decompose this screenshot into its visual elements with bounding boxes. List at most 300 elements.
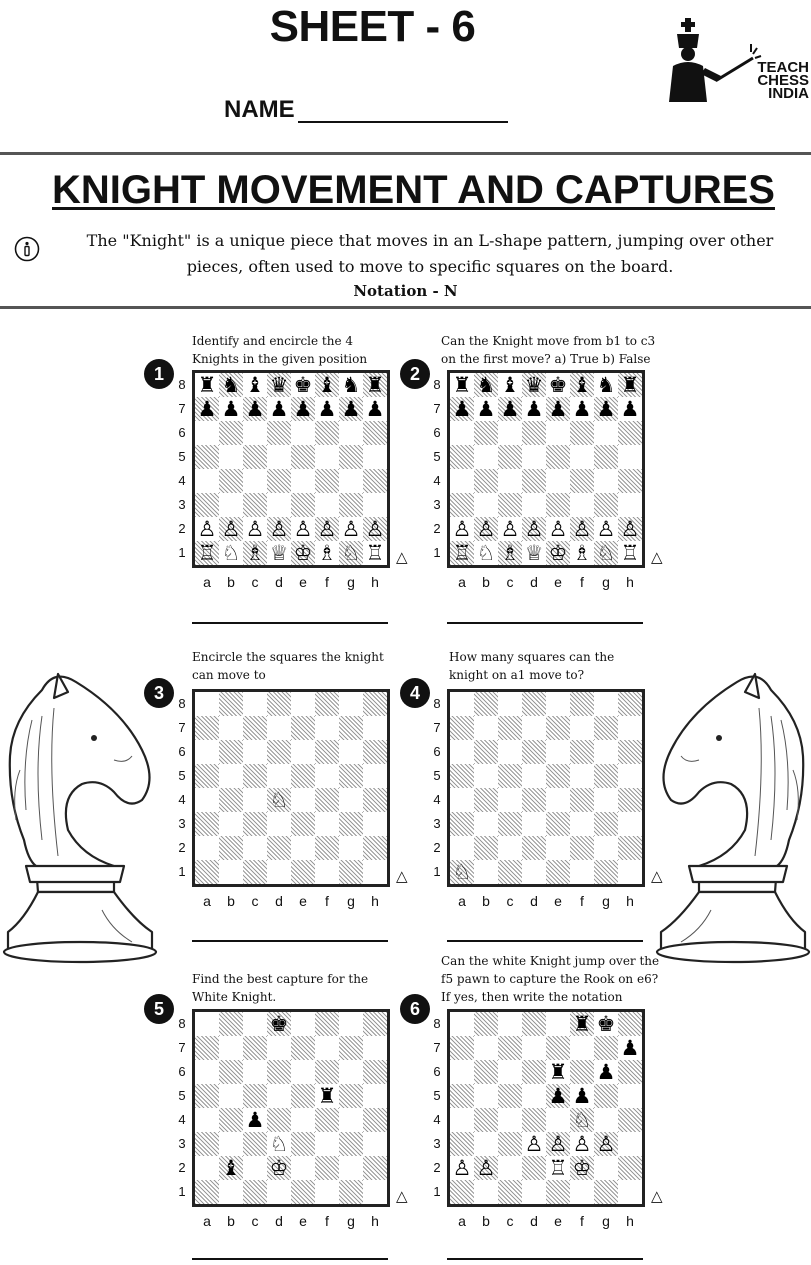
square-f7[interactable] bbox=[315, 716, 339, 740]
square-h2[interactable] bbox=[363, 836, 387, 860]
piece-h8[interactable]: ♜ bbox=[365, 373, 385, 397]
square-c7[interactable] bbox=[498, 1036, 522, 1060]
square-d2[interactable] bbox=[522, 836, 546, 860]
piece-c7[interactable]: ♟ bbox=[245, 397, 265, 421]
answer-line-4[interactable] bbox=[447, 940, 643, 942]
square-h8[interactable] bbox=[618, 692, 642, 716]
square-e1[interactable] bbox=[291, 860, 315, 884]
piece-d2[interactable]: ♙ bbox=[269, 517, 289, 541]
square-f5[interactable] bbox=[315, 764, 339, 788]
piece-e1[interactable]: ♔ bbox=[293, 541, 313, 565]
square-e5[interactable] bbox=[291, 764, 315, 788]
piece-g2[interactable]: ♙ bbox=[596, 517, 616, 541]
square-g2[interactable] bbox=[594, 836, 618, 860]
square-f5[interactable] bbox=[315, 445, 339, 469]
square-b1[interactable] bbox=[474, 1180, 498, 1204]
square-d3[interactable] bbox=[267, 493, 291, 517]
square-h5[interactable] bbox=[618, 764, 642, 788]
square-b6[interactable] bbox=[219, 740, 243, 764]
square-a4[interactable] bbox=[450, 469, 474, 493]
square-c3[interactable] bbox=[243, 812, 267, 836]
square-e4[interactable] bbox=[546, 1108, 570, 1132]
chess-board-6[interactable] bbox=[447, 1009, 645, 1207]
square-a2[interactable] bbox=[450, 836, 474, 860]
square-c3[interactable] bbox=[243, 493, 267, 517]
piece-a1[interactable]: ♘ bbox=[452, 860, 472, 884]
square-c1[interactable] bbox=[498, 1180, 522, 1204]
square-d8[interactable] bbox=[267, 692, 291, 716]
square-c1[interactable] bbox=[243, 860, 267, 884]
piece-d7[interactable]: ♟ bbox=[524, 397, 544, 421]
square-g4[interactable] bbox=[594, 788, 618, 812]
square-h1[interactable] bbox=[363, 860, 387, 884]
piece-f7[interactable]: ♟ bbox=[317, 397, 337, 421]
square-a8[interactable] bbox=[450, 692, 474, 716]
piece-e2[interactable]: ♙ bbox=[548, 517, 568, 541]
square-c2[interactable] bbox=[243, 1156, 267, 1180]
square-d4[interactable] bbox=[522, 469, 546, 493]
square-f4[interactable] bbox=[315, 1108, 339, 1132]
piece-a2[interactable]: ♙ bbox=[452, 517, 472, 541]
square-h3[interactable] bbox=[363, 493, 387, 517]
square-b8[interactable] bbox=[219, 1012, 243, 1036]
square-h3[interactable] bbox=[363, 1132, 387, 1156]
piece-b2[interactable]: ♙ bbox=[221, 517, 241, 541]
square-b4[interactable] bbox=[219, 469, 243, 493]
chess-board-4[interactable] bbox=[447, 689, 645, 887]
piece-a8[interactable]: ♜ bbox=[452, 373, 472, 397]
square-h4[interactable] bbox=[363, 1108, 387, 1132]
piece-c8[interactable]: ♝ bbox=[245, 373, 265, 397]
square-e6[interactable] bbox=[291, 1060, 315, 1084]
square-c7[interactable] bbox=[243, 716, 267, 740]
piece-f3[interactable]: ♙ bbox=[572, 1132, 592, 1156]
square-e7[interactable] bbox=[291, 1036, 315, 1060]
square-d8[interactable] bbox=[522, 692, 546, 716]
square-h4[interactable] bbox=[618, 788, 642, 812]
square-a6[interactable] bbox=[450, 421, 474, 445]
piece-f7[interactable]: ♟ bbox=[572, 397, 592, 421]
square-a5[interactable] bbox=[195, 445, 219, 469]
piece-f2[interactable]: ♔ bbox=[572, 1156, 592, 1180]
square-b5[interactable] bbox=[474, 764, 498, 788]
square-f3[interactable] bbox=[315, 493, 339, 517]
square-e4[interactable] bbox=[291, 469, 315, 493]
square-f7[interactable] bbox=[570, 1036, 594, 1060]
square-f6[interactable] bbox=[570, 1060, 594, 1084]
square-b3[interactable] bbox=[474, 1132, 498, 1156]
piece-h1[interactable]: ♖ bbox=[365, 541, 385, 565]
square-e3[interactable] bbox=[291, 493, 315, 517]
piece-g1[interactable]: ♘ bbox=[341, 541, 361, 565]
square-e2[interactable] bbox=[291, 836, 315, 860]
piece-d2[interactable]: ♙ bbox=[524, 517, 544, 541]
square-c6[interactable] bbox=[243, 1060, 267, 1084]
square-a6[interactable] bbox=[450, 740, 474, 764]
square-d5[interactable] bbox=[267, 445, 291, 469]
square-e3[interactable] bbox=[546, 812, 570, 836]
square-c8[interactable] bbox=[243, 692, 267, 716]
square-a3[interactable] bbox=[195, 493, 219, 517]
piece-f8[interactable]: ♜ bbox=[572, 1012, 592, 1036]
square-f8[interactable] bbox=[315, 1012, 339, 1036]
square-e5[interactable] bbox=[546, 764, 570, 788]
square-g6[interactable] bbox=[594, 421, 618, 445]
square-c5[interactable] bbox=[498, 445, 522, 469]
piece-c4[interactable]: ♟ bbox=[245, 1108, 265, 1132]
piece-d1[interactable]: ♕ bbox=[524, 541, 544, 565]
square-g5[interactable] bbox=[594, 445, 618, 469]
square-a6[interactable] bbox=[450, 1060, 474, 1084]
square-d5[interactable] bbox=[522, 445, 546, 469]
square-g3[interactable] bbox=[339, 1132, 363, 1156]
square-e4[interactable] bbox=[546, 469, 570, 493]
square-a3[interactable] bbox=[450, 1132, 474, 1156]
square-c2[interactable] bbox=[243, 836, 267, 860]
square-b6[interactable] bbox=[219, 421, 243, 445]
square-h6[interactable] bbox=[618, 740, 642, 764]
square-d3[interactable] bbox=[267, 812, 291, 836]
answer-line-6[interactable] bbox=[447, 1258, 643, 1260]
square-a4[interactable] bbox=[450, 788, 474, 812]
square-g7[interactable] bbox=[339, 1036, 363, 1060]
square-b5[interactable] bbox=[474, 1084, 498, 1108]
square-g7[interactable] bbox=[594, 1036, 618, 1060]
square-c3[interactable] bbox=[498, 812, 522, 836]
square-d5[interactable] bbox=[522, 1084, 546, 1108]
piece-f1[interactable]: ♗ bbox=[572, 541, 592, 565]
piece-c7[interactable]: ♟ bbox=[500, 397, 520, 421]
square-c4[interactable] bbox=[243, 788, 267, 812]
square-h4[interactable] bbox=[363, 788, 387, 812]
square-c5[interactable] bbox=[243, 1084, 267, 1108]
piece-h8[interactable]: ♜ bbox=[620, 373, 640, 397]
square-h6[interactable] bbox=[363, 740, 387, 764]
square-b7[interactable] bbox=[474, 716, 498, 740]
square-b7[interactable] bbox=[474, 1036, 498, 1060]
square-h7[interactable] bbox=[363, 716, 387, 740]
square-b3[interactable] bbox=[219, 493, 243, 517]
piece-e7[interactable]: ♟ bbox=[293, 397, 313, 421]
piece-d8[interactable]: ♛ bbox=[524, 373, 544, 397]
square-f8[interactable] bbox=[570, 692, 594, 716]
piece-g3[interactable]: ♙ bbox=[596, 1132, 616, 1156]
piece-h2[interactable]: ♙ bbox=[620, 517, 640, 541]
square-b5[interactable] bbox=[219, 445, 243, 469]
square-c4[interactable] bbox=[498, 1108, 522, 1132]
square-h6[interactable] bbox=[618, 1060, 642, 1084]
square-h5[interactable] bbox=[618, 445, 642, 469]
square-g3[interactable] bbox=[594, 812, 618, 836]
square-d1[interactable] bbox=[522, 860, 546, 884]
square-d3[interactable] bbox=[522, 812, 546, 836]
square-b4[interactable] bbox=[474, 788, 498, 812]
square-a2[interactable] bbox=[195, 1156, 219, 1180]
answer-line-1[interactable] bbox=[192, 622, 388, 624]
square-f8[interactable] bbox=[315, 692, 339, 716]
chess-board-1[interactable] bbox=[192, 370, 390, 568]
square-e5[interactable] bbox=[546, 445, 570, 469]
square-h8[interactable] bbox=[363, 692, 387, 716]
piece-f8[interactable]: ♝ bbox=[572, 373, 592, 397]
square-c7[interactable] bbox=[243, 1036, 267, 1060]
square-g6[interactable] bbox=[339, 1060, 363, 1084]
piece-b7[interactable]: ♟ bbox=[221, 397, 241, 421]
square-f6[interactable] bbox=[315, 421, 339, 445]
square-f1[interactable] bbox=[570, 860, 594, 884]
piece-g6[interactable]: ♟ bbox=[596, 1060, 616, 1084]
square-d6[interactable] bbox=[522, 1060, 546, 1084]
square-g8[interactable] bbox=[339, 692, 363, 716]
square-e6[interactable] bbox=[546, 740, 570, 764]
piece-h7[interactable]: ♟ bbox=[365, 397, 385, 421]
square-h6[interactable] bbox=[363, 1060, 387, 1084]
answer-line-3[interactable] bbox=[192, 940, 388, 942]
square-a7[interactable] bbox=[195, 1036, 219, 1060]
piece-a7[interactable]: ♟ bbox=[452, 397, 472, 421]
square-f7[interactable] bbox=[315, 1036, 339, 1060]
square-f5[interactable] bbox=[570, 445, 594, 469]
square-h6[interactable] bbox=[618, 421, 642, 445]
piece-b8[interactable]: ♞ bbox=[221, 373, 241, 397]
piece-g7[interactable]: ♟ bbox=[341, 397, 361, 421]
square-g8[interactable] bbox=[339, 1012, 363, 1036]
piece-e2[interactable]: ♖ bbox=[548, 1156, 568, 1180]
square-a3[interactable] bbox=[195, 1132, 219, 1156]
square-a4[interactable] bbox=[195, 469, 219, 493]
square-f6[interactable] bbox=[315, 740, 339, 764]
square-c3[interactable] bbox=[243, 1132, 267, 1156]
square-f6[interactable] bbox=[315, 1060, 339, 1084]
square-b6[interactable] bbox=[474, 421, 498, 445]
piece-g8[interactable]: ♚ bbox=[596, 1012, 616, 1036]
answer-line-2[interactable] bbox=[447, 622, 643, 624]
piece-a2[interactable]: ♙ bbox=[452, 1156, 472, 1180]
piece-f2[interactable]: ♙ bbox=[317, 517, 337, 541]
piece-h7[interactable]: ♟ bbox=[620, 397, 640, 421]
square-b8[interactable] bbox=[219, 692, 243, 716]
square-e6[interactable] bbox=[291, 421, 315, 445]
square-e7[interactable] bbox=[546, 716, 570, 740]
piece-d1[interactable]: ♕ bbox=[269, 541, 289, 565]
piece-e5[interactable]: ♟ bbox=[548, 1084, 568, 1108]
piece-b2[interactable]: ♝ bbox=[221, 1156, 241, 1180]
square-d6[interactable] bbox=[267, 1060, 291, 1084]
piece-g7[interactable]: ♟ bbox=[596, 397, 616, 421]
piece-a7[interactable]: ♟ bbox=[197, 397, 217, 421]
square-h4[interactable] bbox=[618, 469, 642, 493]
square-f4[interactable] bbox=[315, 788, 339, 812]
square-h8[interactable] bbox=[363, 1012, 387, 1036]
piece-g2[interactable]: ♙ bbox=[341, 517, 361, 541]
piece-c8[interactable]: ♝ bbox=[500, 373, 520, 397]
piece-e1[interactable]: ♔ bbox=[548, 541, 568, 565]
square-h5[interactable] bbox=[363, 1084, 387, 1108]
square-b8[interactable] bbox=[474, 1012, 498, 1036]
square-g1[interactable] bbox=[339, 1180, 363, 1204]
square-a3[interactable] bbox=[450, 493, 474, 517]
square-c2[interactable] bbox=[498, 836, 522, 860]
square-g5[interactable] bbox=[594, 764, 618, 788]
piece-c2[interactable]: ♙ bbox=[245, 517, 265, 541]
square-d4[interactable] bbox=[267, 469, 291, 493]
piece-g8[interactable]: ♞ bbox=[596, 373, 616, 397]
square-c8[interactable] bbox=[498, 692, 522, 716]
square-c8[interactable] bbox=[243, 1012, 267, 1036]
piece-c2[interactable]: ♙ bbox=[500, 517, 520, 541]
square-d8[interactable] bbox=[522, 1012, 546, 1036]
square-b7[interactable] bbox=[219, 716, 243, 740]
chess-board-2[interactable] bbox=[447, 370, 645, 568]
piece-a1[interactable]: ♖ bbox=[197, 541, 217, 565]
square-a6[interactable] bbox=[195, 421, 219, 445]
piece-b2[interactable]: ♙ bbox=[476, 517, 496, 541]
square-f7[interactable] bbox=[570, 716, 594, 740]
piece-d8[interactable]: ♛ bbox=[269, 373, 289, 397]
square-b5[interactable] bbox=[219, 1084, 243, 1108]
square-a5[interactable] bbox=[450, 1084, 474, 1108]
square-a1[interactable] bbox=[195, 860, 219, 884]
square-g5[interactable] bbox=[339, 764, 363, 788]
square-e7[interactable] bbox=[291, 716, 315, 740]
piece-e8[interactable]: ♚ bbox=[293, 373, 313, 397]
piece-b7[interactable]: ♟ bbox=[476, 397, 496, 421]
square-f5[interactable] bbox=[570, 764, 594, 788]
square-d4[interactable] bbox=[267, 1108, 291, 1132]
square-h2[interactable] bbox=[363, 1156, 387, 1180]
square-a6[interactable] bbox=[195, 1060, 219, 1084]
square-b5[interactable] bbox=[219, 764, 243, 788]
piece-h1[interactable]: ♖ bbox=[620, 541, 640, 565]
square-e7[interactable] bbox=[546, 1036, 570, 1060]
piece-f5[interactable]: ♟ bbox=[572, 1084, 592, 1108]
square-b2[interactable] bbox=[219, 836, 243, 860]
square-a6[interactable] bbox=[195, 740, 219, 764]
square-a7[interactable] bbox=[450, 1036, 474, 1060]
square-h7[interactable] bbox=[363, 1036, 387, 1060]
square-e4[interactable] bbox=[546, 788, 570, 812]
square-g5[interactable] bbox=[339, 445, 363, 469]
piece-d3[interactable]: ♘ bbox=[269, 1132, 289, 1156]
piece-b2[interactable]: ♙ bbox=[476, 1156, 496, 1180]
square-c4[interactable] bbox=[498, 788, 522, 812]
square-g4[interactable] bbox=[594, 1108, 618, 1132]
square-e8[interactable] bbox=[546, 1012, 570, 1036]
piece-a8[interactable]: ♜ bbox=[197, 373, 217, 397]
square-e4[interactable] bbox=[291, 1108, 315, 1132]
square-d1[interactable] bbox=[522, 1180, 546, 1204]
square-f1[interactable] bbox=[315, 1180, 339, 1204]
square-e5[interactable] bbox=[291, 445, 315, 469]
square-a4[interactable] bbox=[195, 788, 219, 812]
square-g6[interactable] bbox=[339, 421, 363, 445]
square-h1[interactable] bbox=[363, 1180, 387, 1204]
square-e1[interactable] bbox=[546, 1180, 570, 1204]
square-e1[interactable] bbox=[291, 1180, 315, 1204]
piece-h7[interactable]: ♟ bbox=[620, 1036, 640, 1060]
piece-f5[interactable]: ♜ bbox=[317, 1084, 337, 1108]
square-g7[interactable] bbox=[594, 716, 618, 740]
square-g4[interactable] bbox=[339, 788, 363, 812]
square-a7[interactable] bbox=[195, 716, 219, 740]
square-h2[interactable] bbox=[618, 1156, 642, 1180]
square-a4[interactable] bbox=[450, 1108, 474, 1132]
square-c7[interactable] bbox=[498, 716, 522, 740]
square-b1[interactable] bbox=[474, 860, 498, 884]
piece-c1[interactable]: ♗ bbox=[500, 541, 520, 565]
square-g5[interactable] bbox=[339, 1084, 363, 1108]
square-a3[interactable] bbox=[195, 812, 219, 836]
piece-d3[interactable]: ♙ bbox=[524, 1132, 544, 1156]
piece-d8[interactable]: ♚ bbox=[269, 1012, 289, 1036]
square-d5[interactable] bbox=[522, 764, 546, 788]
square-b5[interactable] bbox=[474, 445, 498, 469]
square-e2[interactable] bbox=[546, 836, 570, 860]
square-e3[interactable] bbox=[291, 1132, 315, 1156]
square-b2[interactable] bbox=[474, 836, 498, 860]
square-c1[interactable] bbox=[243, 1180, 267, 1204]
square-c3[interactable] bbox=[498, 1132, 522, 1156]
square-e3[interactable] bbox=[546, 493, 570, 517]
square-g4[interactable] bbox=[339, 469, 363, 493]
square-c6[interactable] bbox=[498, 740, 522, 764]
square-d7[interactable] bbox=[267, 1036, 291, 1060]
piece-e7[interactable]: ♟ bbox=[548, 397, 568, 421]
square-g6[interactable] bbox=[594, 740, 618, 764]
square-b4[interactable] bbox=[219, 788, 243, 812]
square-f4[interactable] bbox=[315, 469, 339, 493]
square-b4[interactable] bbox=[474, 1108, 498, 1132]
square-a1[interactable] bbox=[450, 1180, 474, 1204]
square-f2[interactable] bbox=[570, 836, 594, 860]
square-d1[interactable] bbox=[267, 1180, 291, 1204]
square-f2[interactable] bbox=[315, 836, 339, 860]
piece-g8[interactable]: ♞ bbox=[341, 373, 361, 397]
square-c1[interactable] bbox=[498, 860, 522, 884]
square-c4[interactable] bbox=[498, 469, 522, 493]
square-b3[interactable] bbox=[474, 493, 498, 517]
square-a5[interactable] bbox=[195, 1084, 219, 1108]
square-h5[interactable] bbox=[618, 1084, 642, 1108]
square-b4[interactable] bbox=[474, 469, 498, 493]
square-c2[interactable] bbox=[498, 1156, 522, 1180]
piece-g1[interactable]: ♘ bbox=[596, 541, 616, 565]
square-h7[interactable] bbox=[618, 716, 642, 740]
square-h3[interactable] bbox=[363, 812, 387, 836]
square-g6[interactable] bbox=[339, 740, 363, 764]
square-e1[interactable] bbox=[546, 860, 570, 884]
square-b1[interactable] bbox=[219, 860, 243, 884]
square-f3[interactable] bbox=[315, 812, 339, 836]
square-d4[interactable] bbox=[522, 1108, 546, 1132]
square-g2[interactable] bbox=[339, 836, 363, 860]
square-a5[interactable] bbox=[450, 445, 474, 469]
square-a3[interactable] bbox=[450, 812, 474, 836]
square-h3[interactable] bbox=[618, 493, 642, 517]
piece-h2[interactable]: ♙ bbox=[365, 517, 385, 541]
square-a5[interactable] bbox=[450, 764, 474, 788]
square-d6[interactable] bbox=[522, 421, 546, 445]
piece-d7[interactable]: ♟ bbox=[269, 397, 289, 421]
chess-board-3[interactable] bbox=[192, 689, 390, 887]
square-g1[interactable] bbox=[594, 860, 618, 884]
piece-f2[interactable]: ♙ bbox=[572, 517, 592, 541]
square-d6[interactable] bbox=[522, 740, 546, 764]
square-h1[interactable] bbox=[618, 1180, 642, 1204]
square-g3[interactable] bbox=[339, 493, 363, 517]
square-f3[interactable] bbox=[570, 812, 594, 836]
square-h3[interactable] bbox=[618, 1132, 642, 1156]
